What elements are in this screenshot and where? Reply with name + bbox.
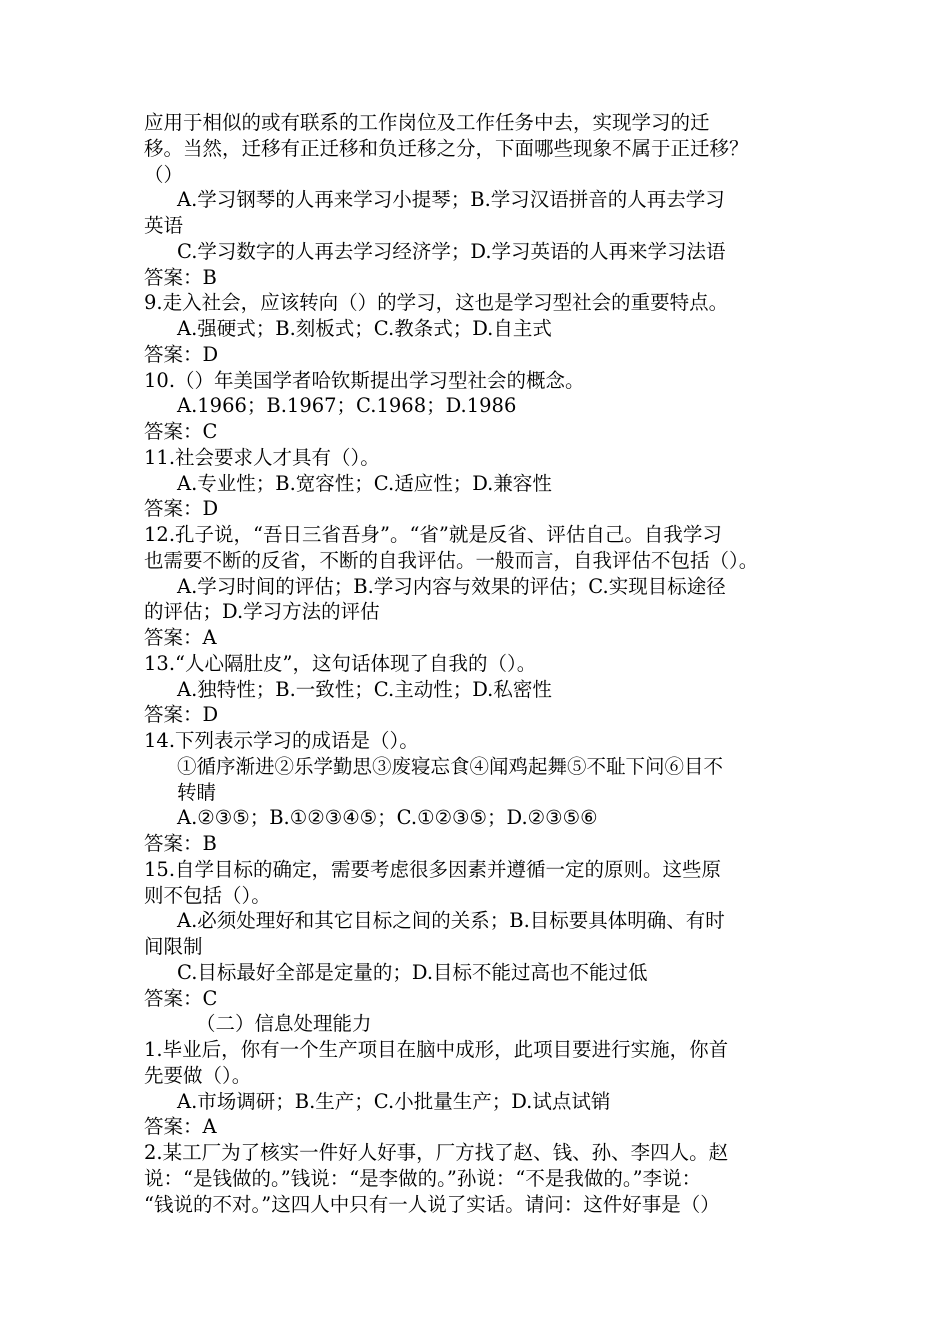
text-line: 则不包括（）。 (144, 883, 271, 907)
question-line: 11.社会要求人才具有（）。 (144, 445, 380, 469)
text-line: 应用于相似的或有联系的工作岗位及工作任务中去，实现学习的迁 (144, 111, 710, 134)
option-line: A.强硬式；B.刻板式；C.教条式；D.自主式 (177, 317, 552, 340)
text-line: 间限制 (144, 935, 203, 958)
answer-line: 答案：A (144, 1115, 217, 1139)
question-line: 1.毕业后，你有一个生产项目在脑中成形，此项目要进行实施，你首 (144, 1038, 729, 1061)
option-line: A.必须处理好和其它目标之间的关系；B.目标要具体明确、有时 (177, 909, 725, 933)
section-heading: （二）信息处理能力 (196, 1012, 372, 1036)
option-line: A.学习钢琴的人再来学习小提琴；B.学习汉语拼音的人再去学习 (177, 188, 725, 212)
document-page (144, 110, 810, 1217)
question-line: 13.“人心隔肚皮”，这句话体现了自我的（）。 (144, 651, 537, 675)
question-line: 9.走入社会，应该转向（）的学习，这也是学习型社会的重要特点。 (144, 291, 729, 315)
option-line: A.市场调研；B.生产；C.小批量生产；D.试点试销 (177, 1089, 611, 1113)
question-line: 14.下列表示学习的成语是（）。 (144, 729, 419, 752)
answer-line: 答案：C (144, 986, 218, 1010)
idiom-line: ①循序渐进②乐学勤思③废寝忘食④闻鸡起舞⑤不耻下问⑥目不 (177, 754, 724, 778)
answer-line: 答案：B (144, 265, 217, 289)
answer-line: 答案：D (144, 497, 219, 521)
text-line: “钱说的不对。”这四人中只有一人说了实话。请问：这件好事是（） (144, 1192, 720, 1216)
question-line: 2.某工厂为了核实一件好人好事，厂方找了赵、钱、孙、李四人。赵 (144, 1141, 729, 1164)
answer-line: 答案：D (144, 703, 219, 727)
option-line: A.专业性；B.宽容性；C.适应性；D.兼容性 (177, 471, 552, 495)
option-line: A.独特性；B.一致性；C.主动性；D.私密性 (177, 677, 552, 701)
question-line: 15.自学目标的确定，需要考虑很多因素并遵循一定的原则。这些原 (144, 857, 722, 881)
question-line: 12.孔子说，“吾日三省吾身”。“省”就是反省、评估自己。自我学习 (144, 523, 722, 546)
text-line: 的评估；D.学习方法的评估 (144, 600, 380, 624)
answer-line: 答案：B (144, 832, 217, 855)
option-line: A.②③⑤；B.①②③④⑤；C.①②③⑤；D.②③⑤⑥ (177, 806, 598, 830)
option-line: A.1966；B.1967；C.1968；D.1986 (177, 394, 517, 418)
answer-line: 答案：C (144, 420, 218, 443)
idiom-line: 转睛 (177, 780, 217, 804)
text-line: 先要做（）。 (144, 1063, 252, 1087)
answer-line: 答案：A (144, 626, 217, 649)
text-line: 英语 (144, 214, 184, 237)
text-line: （） (144, 162, 184, 186)
text-line: 也需要不断的反省，不断的自我评估。一般而言，自我评估不包括（）。 (144, 548, 759, 572)
question-line: 10.（）年美国学者哈钦斯提出学习型社会的概念。 (144, 368, 585, 392)
text-line: 说：“是钱做的。”钱说：“是李做的。”孙说：“不是我做的。”李说： (144, 1166, 702, 1190)
option-line: A.学习时间的评估；B.学习内容与效果的评估；C.实现目标途径 (177, 574, 726, 598)
answer-line: 答案：D (144, 342, 219, 366)
option-line: C.目标最好全部是定量的；D.目标不能过高也不能过低 (177, 960, 648, 984)
option-line: C.学习数字的人再去学习经济学；D.学习英语的人再来学习法语 (177, 239, 726, 263)
text-line: 移。当然，迁移有正迁移和负迁移之分，下面哪些现象不属于正迁移？ (144, 136, 749, 160)
